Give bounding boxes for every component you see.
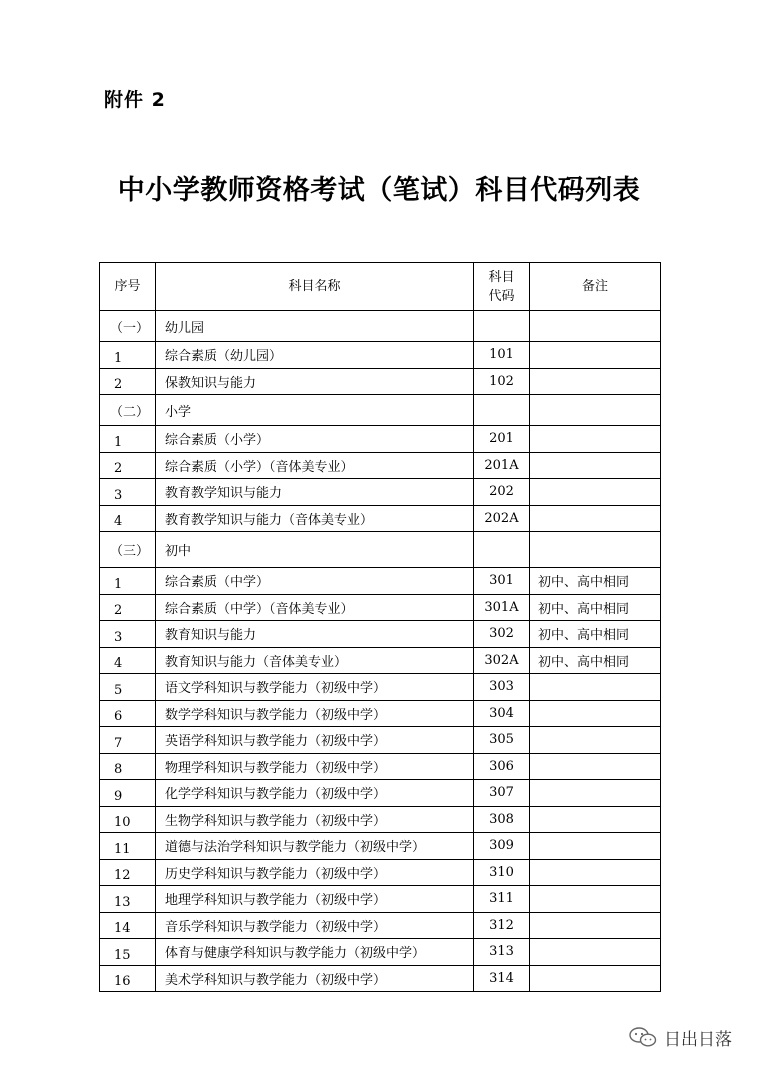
table-header-row <box>100 263 661 311</box>
row-seq: 2 <box>100 452 156 479</box>
row-name: 教育知识与能力（音体美专业） <box>156 647 474 674</box>
table-row <box>100 621 661 648</box>
group-note <box>530 532 661 568</box>
table-row <box>100 342 661 369</box>
row-code: 311 <box>474 886 530 913</box>
table-row <box>100 859 661 886</box>
watermark <box>628 1024 732 1050</box>
row-seq: 8 <box>100 753 156 780</box>
table-row <box>100 594 661 621</box>
row-code: 301A <box>474 594 530 621</box>
row-code: 302A <box>474 647 530 674</box>
table-row <box>100 939 661 966</box>
row-note: 初中、高中相同 <box>530 647 661 674</box>
row-seq: 2 <box>100 368 156 395</box>
row-seq: 13 <box>100 886 156 913</box>
header-code-line1: 科目 <box>488 269 515 285</box>
row-name: 综合素质（中学） <box>156 568 474 595</box>
row-note <box>530 426 661 453</box>
table-row <box>100 965 661 992</box>
row-seq: 7 <box>100 727 156 754</box>
row-name: 英语学科知识与教学能力（初级中学） <box>156 727 474 754</box>
group-code <box>474 311 530 342</box>
row-seq: 1 <box>100 342 156 369</box>
row-seq: 3 <box>100 621 156 648</box>
row-name: 道德与法治学科知识与教学能力（初级中学） <box>156 833 474 860</box>
table-row <box>100 368 661 395</box>
group-seq: （二） <box>100 395 156 426</box>
row-note <box>530 939 661 966</box>
table-row <box>100 806 661 833</box>
row-name: 地理学科知识与教学能力（初级中学） <box>156 886 474 913</box>
row-note <box>530 912 661 939</box>
row-code: 304 <box>474 700 530 727</box>
table-row <box>100 886 661 913</box>
group-code <box>474 532 530 568</box>
row-code: 202A <box>474 505 530 532</box>
row-name: 教育知识与能力 <box>156 621 474 648</box>
table-row <box>100 568 661 595</box>
row-code: 201 <box>474 426 530 453</box>
row-name: 化学学科知识与教学能力（初级中学） <box>156 780 474 807</box>
row-seq: 1 <box>100 426 156 453</box>
row-note <box>530 965 661 992</box>
row-note: 初中、高中相同 <box>530 621 661 648</box>
row-seq: 1 <box>100 568 156 595</box>
row-code: 308 <box>474 806 530 833</box>
row-code: 306 <box>474 753 530 780</box>
row-seq: 4 <box>100 505 156 532</box>
row-name: 教育教学知识与能力 <box>156 479 474 506</box>
row-note <box>530 780 661 807</box>
group-name: 小学 <box>156 395 474 426</box>
row-seq: 6 <box>100 700 156 727</box>
row-note <box>530 452 661 479</box>
table-row <box>100 780 661 807</box>
group-note <box>530 395 661 426</box>
row-code: 101 <box>474 342 530 369</box>
row-seq: 10 <box>100 806 156 833</box>
row-code: 305 <box>474 727 530 754</box>
row-seq: 3 <box>100 479 156 506</box>
row-name: 语文学科知识与教学能力（初级中学） <box>156 674 474 701</box>
watermark-text: 日出日落 <box>664 1029 732 1050</box>
row-note <box>530 727 661 754</box>
row-seq: 11 <box>100 833 156 860</box>
row-note <box>530 700 661 727</box>
row-name: 物理学科知识与教学能力（初级中学） <box>156 753 474 780</box>
row-seq: 4 <box>100 647 156 674</box>
row-code: 201A <box>474 452 530 479</box>
table-group-row <box>100 395 661 426</box>
row-seq: 9 <box>100 780 156 807</box>
row-note <box>530 886 661 913</box>
row-name: 保教知识与能力 <box>156 368 474 395</box>
row-code: 312 <box>474 912 530 939</box>
table-row <box>100 647 661 674</box>
row-note <box>530 479 661 506</box>
row-code: 301 <box>474 568 530 595</box>
row-note <box>530 368 661 395</box>
row-name: 数学学科知识与教学能力（初级中学） <box>156 700 474 727</box>
row-name: 历史学科知识与教学能力（初级中学） <box>156 859 474 886</box>
table-group-row <box>100 311 661 342</box>
row-code: 302 <box>474 621 530 648</box>
row-code: 102 <box>474 368 530 395</box>
table-row <box>100 426 661 453</box>
row-note <box>530 833 661 860</box>
table-body <box>100 311 661 992</box>
group-name: 初中 <box>156 532 474 568</box>
row-seq: 5 <box>100 674 156 701</box>
table-row <box>100 727 661 754</box>
subject-code-table <box>99 262 661 992</box>
group-seq: （三） <box>100 532 156 568</box>
row-seq: 2 <box>100 594 156 621</box>
row-note <box>530 806 661 833</box>
header-name: 科目名称 <box>156 263 474 311</box>
row-seq: 16 <box>100 965 156 992</box>
header-code-line2: 代码 <box>488 288 515 304</box>
table-group-row <box>100 532 661 568</box>
row-note <box>530 342 661 369</box>
row-name: 音乐学科知识与教学能力（初级中学） <box>156 912 474 939</box>
wechat-icon <box>628 1026 658 1048</box>
row-note <box>530 505 661 532</box>
table-row <box>100 479 661 506</box>
row-code: 307 <box>474 780 530 807</box>
row-note <box>530 753 661 780</box>
group-note <box>530 311 661 342</box>
row-note: 初中、高中相同 <box>530 568 661 595</box>
row-seq: 15 <box>100 939 156 966</box>
header-seq: 序号 <box>100 263 156 311</box>
row-code: 310 <box>474 859 530 886</box>
row-seq: 12 <box>100 859 156 886</box>
table-row <box>100 452 661 479</box>
group-name: 幼儿园 <box>156 311 474 342</box>
attachment-label: 附件 2 <box>104 89 166 111</box>
row-name: 美术学科知识与教学能力（初级中学） <box>156 965 474 992</box>
row-code: 313 <box>474 939 530 966</box>
table-row <box>100 700 661 727</box>
table-row <box>100 912 661 939</box>
table-row <box>100 753 661 780</box>
row-note <box>530 859 661 886</box>
row-name: 综合素质（中学）（音体美专业） <box>156 594 474 621</box>
row-name: 综合素质（小学）（音体美专业） <box>156 452 474 479</box>
page-title: 中小学教师资格考试（笔试）科目代码列表 <box>117 175 641 206</box>
row-note <box>530 674 661 701</box>
row-code: 202 <box>474 479 530 506</box>
row-code: 303 <box>474 674 530 701</box>
table-row <box>100 674 661 701</box>
header-code <box>474 263 530 311</box>
row-code: 314 <box>474 965 530 992</box>
row-name: 生物学科知识与教学能力（初级中学） <box>156 806 474 833</box>
table-row <box>100 833 661 860</box>
row-code: 309 <box>474 833 530 860</box>
row-name: 教育教学知识与能力（音体美专业） <box>156 505 474 532</box>
row-seq: 14 <box>100 912 156 939</box>
row-name: 综合素质（幼儿园） <box>156 342 474 369</box>
header-note: 备注 <box>530 263 661 311</box>
row-note: 初中、高中相同 <box>530 594 661 621</box>
row-name: 体育与健康学科知识与教学能力（初级中学） <box>156 939 474 966</box>
group-code <box>474 395 530 426</box>
group-seq: （一） <box>100 311 156 342</box>
row-name: 综合素质（小学） <box>156 426 474 453</box>
table-row <box>100 505 661 532</box>
